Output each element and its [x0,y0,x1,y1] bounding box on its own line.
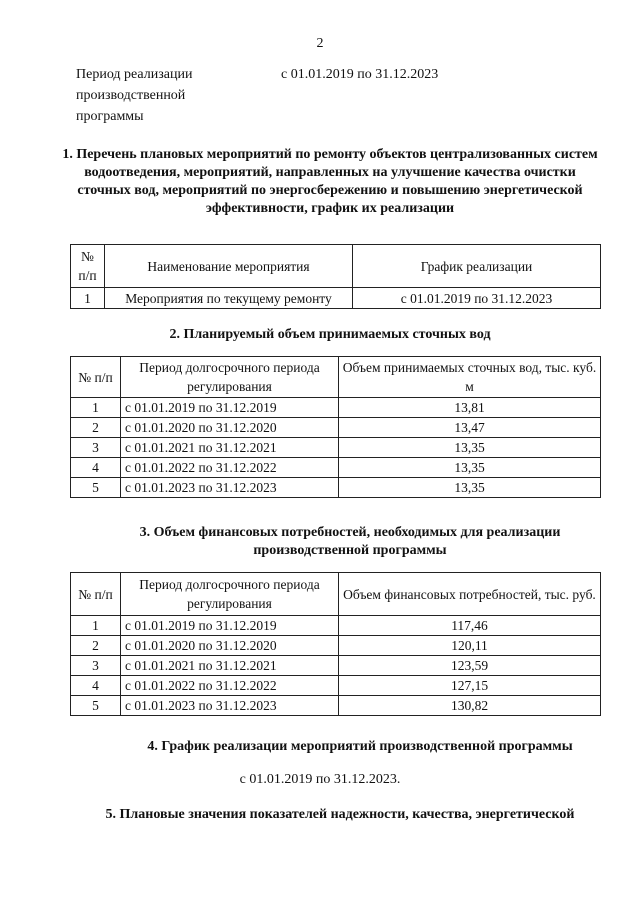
header-financial-needs: Объем финансовых потребностей, тыс. руб. [339,573,601,616]
cell-period: с 01.01.2022 по 31.12.2022 [121,458,339,478]
section2-title: 2. Планируемый объем принимаемых сточных вод [169,327,491,342]
header-period: Период долгосрочного периода регулирования [121,357,339,398]
table-row [71,458,601,478]
section1-title: 1. Перечень плановых мероприятий по ремонту объектов централизованных систем водоотведения, мероприятий, направленных на улучшение качества очистки сточных вод, мероприятий по энергосбережению и повышению энергетической эффективности, график их реализации [62,147,598,216]
header-volume: Объем принимаемых сточных вод, тыс. куб. м [339,357,601,398]
cell-measure-name: Мероприятия по текущему ремонту [105,288,353,309]
cell-volume: 13,35 [339,438,601,458]
period-label: Период реализации производственной программы [76,67,193,124]
table-row [71,636,601,656]
header-number: № п/п [71,573,121,616]
wastewater-volume-table [70,356,601,498]
cell-period: с 01.01.2020 по 31.12.2020 [121,636,339,656]
cell-number: 1 [71,616,121,636]
table-row [71,478,601,498]
cell-schedule: с 01.01.2019 по 31.12.2023 [353,288,601,309]
cell-volume: 13,47 [339,418,601,438]
measures-table [70,244,601,309]
cell-number: 2 [71,636,121,656]
cell-volume: 13,81 [339,398,601,418]
section4-title: 4. График реализации мероприятий производственной программы [147,739,573,754]
header-measure-name: Наименование мероприятия [105,245,353,288]
table-header-row [71,573,601,616]
cell-number: 1 [71,398,121,418]
cell-number: 3 [71,438,121,458]
header-schedule: График реализации [353,245,601,288]
header-period: Период долгосрочного периода регулирования [121,573,339,616]
cell-volume: 13,35 [339,478,601,498]
cell-period: с 01.01.2020 по 31.12.2020 [121,418,339,438]
cell-volume: 13,35 [339,458,601,478]
cell-period: с 01.01.2019 по 31.12.2019 [121,398,339,418]
cell-amount: 117,46 [339,616,601,636]
table-header-row [71,357,601,398]
section5-title: 5. Плановые значения показателей надежности, качества, энергетической [105,807,575,822]
cell-amount: 120,11 [339,636,601,656]
cell-period: с 01.01.2023 по 31.12.2023 [121,696,339,716]
cell-period: с 01.01.2019 по 31.12.2019 [121,616,339,636]
table-row [71,616,601,636]
table-row [71,438,601,458]
table-row [71,398,601,418]
cell-number: 2 [71,418,121,438]
cell-number: 5 [71,478,121,498]
cell-amount: 127,15 [339,676,601,696]
section4-text: с 01.01.2019 по 31.12.2023. [239,772,401,787]
cell-period: с 01.01.2022 по 31.12.2022 [121,676,339,696]
table-row [71,288,601,309]
cell-number: 1 [71,288,105,309]
header-number: № п/п [71,357,121,398]
table-row [71,676,601,696]
cell-period: с 01.01.2021 по 31.12.2021 [121,656,339,676]
cell-amount: 130,82 [339,696,601,716]
table-header-row [71,245,601,288]
cell-number: 3 [71,656,121,676]
table-row [71,696,601,716]
header-number: № п/п [71,245,105,288]
table-row [71,656,601,676]
cell-amount: 123,59 [339,656,601,676]
table-row [71,418,601,438]
cell-number: 5 [71,696,121,716]
cell-number: 4 [71,676,121,696]
cell-period: с 01.01.2021 по 31.12.2021 [121,438,339,458]
page-number: 2 [316,36,324,51]
cell-number: 4 [71,458,121,478]
section3-title: 3. Объем финансовых потребностей, необходимых для реализации производственной программы [139,525,561,558]
financial-needs-table [70,572,601,716]
period-value: с 01.01.2019 по 31.12.2023 [281,67,439,82]
cell-period: с 01.01.2023 по 31.12.2023 [121,478,339,498]
